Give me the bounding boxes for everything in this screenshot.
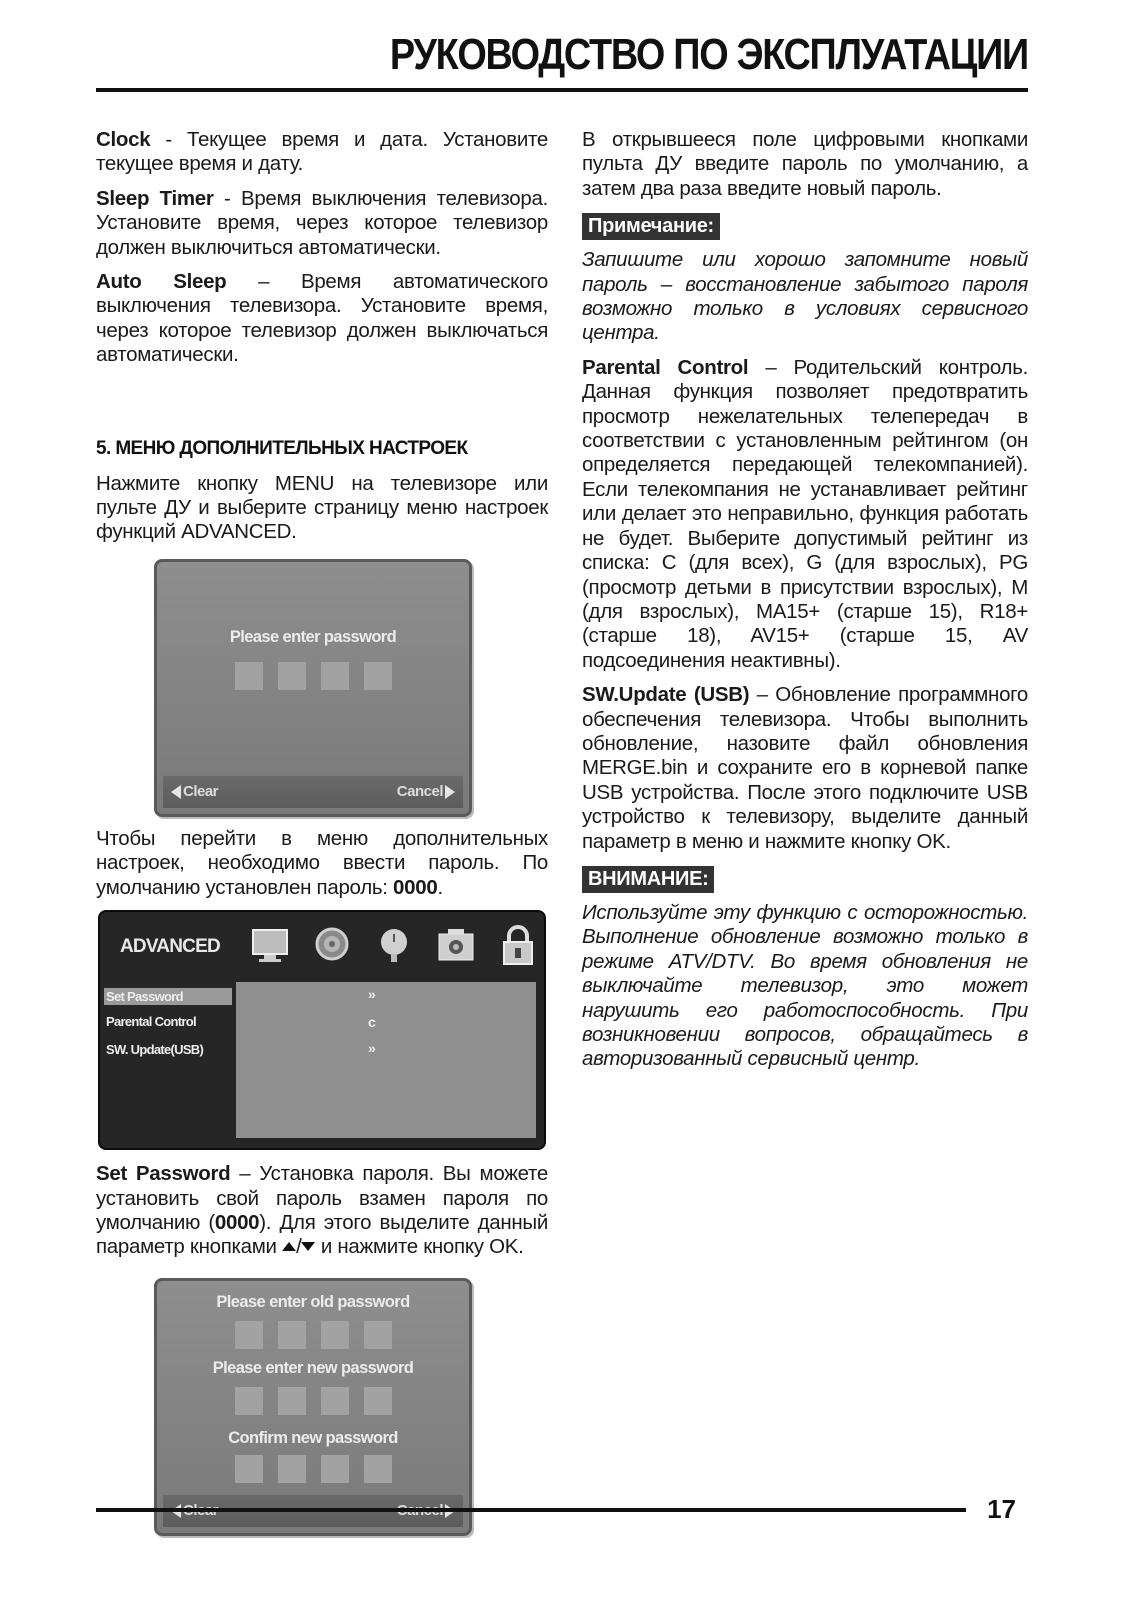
parental-control-text: – Родительский контроль. Данная функция позволяет предотвратить просмотр нежелательных телепередач в соответствии с установленным рейтингом (он определяется передающей телекомпанией). Если телекомпания не устанавливает рейтинг или делает это неправильно, функция работать не будет. Выберите допустимый рейтинг из списка: C (для всех), G (для взрослых), PG (просмотр детьми в присутствии взрослых), M (для взрослых), MA15+ (старше 15), R18+ (старше 18), AV15+ (старше 15, AV подсоединения неактивны). bbox=[582, 355, 1028, 672]
old-password-prompt: Please enter old password bbox=[216, 1292, 410, 1311]
new-password-boxes bbox=[157, 1387, 469, 1415]
set-password-paragraph bbox=[96, 1162, 548, 1260]
advanced-intro: Нажмите кнопку MENU на телевизоре или пульте ДУ и выберите страницу меню настроек функций ADVANCED. bbox=[96, 471, 548, 544]
confirm-password-boxes bbox=[157, 1455, 469, 1483]
arrow-down-icon bbox=[301, 1242, 315, 1251]
password-digit-box[interactable] bbox=[364, 1387, 392, 1415]
password-text: Чтобы перейти в меню дополнительных настроек, необходимо ввести пароль. По умолчанию установлен пароль: bbox=[96, 826, 548, 899]
password-digit-box[interactable] bbox=[278, 1387, 306, 1415]
speaker-icon[interactable] bbox=[312, 924, 352, 966]
sleep-timer-term: Sleep Timer bbox=[96, 186, 214, 210]
password-digit-box[interactable] bbox=[278, 1321, 306, 1349]
warning-label: ВНИМАНИЕ: bbox=[582, 866, 714, 893]
auto-sleep-paragraph bbox=[96, 270, 548, 368]
password-digit-box[interactable] bbox=[321, 1321, 349, 1349]
parental-control-paragraph bbox=[582, 356, 1028, 673]
sleep-timer-text: - Время выключения телевизора. Установите время, через которое телевизор должен выключиться автоматически. bbox=[96, 186, 548, 259]
auto-sleep-text: – Время автоматического выключения телевизора. Установите время, через которое телевизор должен выключаться автоматически. bbox=[96, 270, 548, 367]
menu-tab-icons bbox=[250, 924, 538, 966]
menu-item-parental-control[interactable]: Parental Control bbox=[106, 1014, 196, 1030]
clock-paragraph bbox=[96, 128, 548, 177]
note-text: Запишите или хорошо запомните новый пароль – восстановление забытого пароля возможно только в условиях сервисного центра. bbox=[582, 248, 1028, 345]
clear-button[interactable] bbox=[171, 783, 218, 800]
new-password-paragraph: В открывшееся поле цифровыми кнопками пульта ДУ введите пароль по умолчанию, а затем два раза введите новый пароль. bbox=[582, 128, 1028, 200]
password-digit-box[interactable] bbox=[364, 1321, 392, 1349]
left-column bbox=[96, 128, 548, 1546]
password-digit-box[interactable] bbox=[364, 1455, 392, 1483]
dialog-button-bar bbox=[163, 776, 463, 808]
advanced-menu-screen bbox=[98, 910, 546, 1150]
password-digit-box[interactable] bbox=[278, 1455, 306, 1483]
monitor-icon[interactable] bbox=[250, 924, 290, 966]
advanced-menu-panel bbox=[236, 982, 536, 1138]
clock-text: - Текущее время и дата. Установите текущее время и дату. bbox=[96, 128, 548, 176]
password-digit-box[interactable] bbox=[235, 1455, 263, 1483]
clock-term: Clock bbox=[96, 128, 151, 151]
advanced-menu-title: ADVANCED bbox=[120, 936, 220, 958]
arrow-separator: / bbox=[296, 1235, 302, 1259]
set-password-term: Set Password bbox=[96, 1162, 231, 1186]
set-password-code: 0000 bbox=[214, 1210, 260, 1234]
title-rule bbox=[96, 88, 1028, 92]
menu-item-set-password[interactable]: Set Password bbox=[104, 988, 232, 1005]
clear-label: Clear bbox=[183, 783, 219, 801]
password-digit-box[interactable] bbox=[278, 662, 306, 690]
section-heading: 5. МЕНЮ ДОПОЛНИТЕЛЬНЫХ НАСТРОЕК bbox=[96, 437, 468, 459]
sw-update-paragraph bbox=[582, 683, 1028, 854]
page-title: РУКОВОДСТВО ПО ЭКСПЛУАТАЦИИ bbox=[389, 30, 1028, 79]
password-prompt: Please enter password bbox=[229, 627, 397, 646]
page-number: 17 bbox=[987, 1494, 1016, 1524]
password-digit-box[interactable] bbox=[235, 662, 263, 690]
parental-control-term: Parental Control bbox=[582, 355, 749, 379]
password-paragraph bbox=[96, 827, 548, 900]
settings-icon[interactable] bbox=[436, 924, 476, 966]
sw-update-value: » bbox=[368, 1040, 376, 1057]
confirm-password-prompt: Confirm new password bbox=[228, 1428, 398, 1447]
old-password-boxes bbox=[157, 1321, 469, 1349]
arrow-up-icon bbox=[282, 1242, 296, 1251]
sleep-timer-paragraph bbox=[96, 187, 548, 260]
arrow-left-icon bbox=[171, 785, 181, 799]
clock-icon[interactable] bbox=[374, 924, 414, 966]
password-digit-box[interactable] bbox=[321, 1387, 349, 1415]
sw-update-term: SW.Update (USB) bbox=[582, 683, 750, 707]
note-label: Примечание: bbox=[582, 213, 720, 240]
cancel-label: Cancel bbox=[396, 783, 443, 801]
set-password-text-3: и нажмите кнопку OK. bbox=[315, 1235, 524, 1259]
set-password-text-2: ). Для этого выделите данный параметр кнопками bbox=[96, 1210, 548, 1259]
password-digit-box[interactable] bbox=[321, 662, 349, 690]
parental-control-value: c bbox=[368, 1014, 376, 1031]
password-digit-box[interactable] bbox=[235, 1321, 263, 1349]
footer-rule bbox=[96, 1508, 966, 1512]
set-password-value: » bbox=[368, 986, 376, 1003]
cancel-button[interactable] bbox=[397, 783, 455, 800]
auto-sleep-term: Auto Sleep bbox=[96, 270, 227, 294]
menu-item-sw-update[interactable]: SW. Update(USB) bbox=[106, 1042, 204, 1058]
password-digit-box[interactable] bbox=[321, 1455, 349, 1483]
new-password-prompt: Please enter new password bbox=[212, 1358, 414, 1377]
password-digit-box[interactable] bbox=[364, 662, 392, 690]
password-digit-box[interactable] bbox=[235, 1387, 263, 1415]
default-password: 0000 bbox=[393, 875, 438, 899]
lock-icon[interactable] bbox=[498, 924, 538, 966]
right-column bbox=[582, 128, 1028, 1082]
set-password-text: – Установка пароля. Вы можете установить свой пароль взамен пароля по умолчанию ( bbox=[96, 1162, 548, 1234]
arrow-right-icon bbox=[445, 785, 455, 799]
warning-text: Используйте эту функцию с осторожностью. Выполнение обновление возможно только в режиме ATV/DTV. Во время обновления не выключайте телевизор, это может нарушить его работоспособность. При возникновении вопросов, обращайтесь в авторизованный сервисный центр. bbox=[582, 900, 1028, 1071]
password-text-end: . bbox=[437, 875, 443, 899]
password-boxes bbox=[157, 662, 469, 690]
change-password-dialog bbox=[154, 1278, 472, 1536]
sw-update-text: – Обновление программного обеспечения телевизора. Чтобы выполнить обновление, назовите файл обновления MERGE.bin и сохраните его в корневой папке USB устройства. После этого подключите USB устройство к телевизору, выделите данный параметр в меню и нажмите кнопку OK. bbox=[582, 683, 1029, 853]
password-dialog bbox=[154, 559, 472, 817]
